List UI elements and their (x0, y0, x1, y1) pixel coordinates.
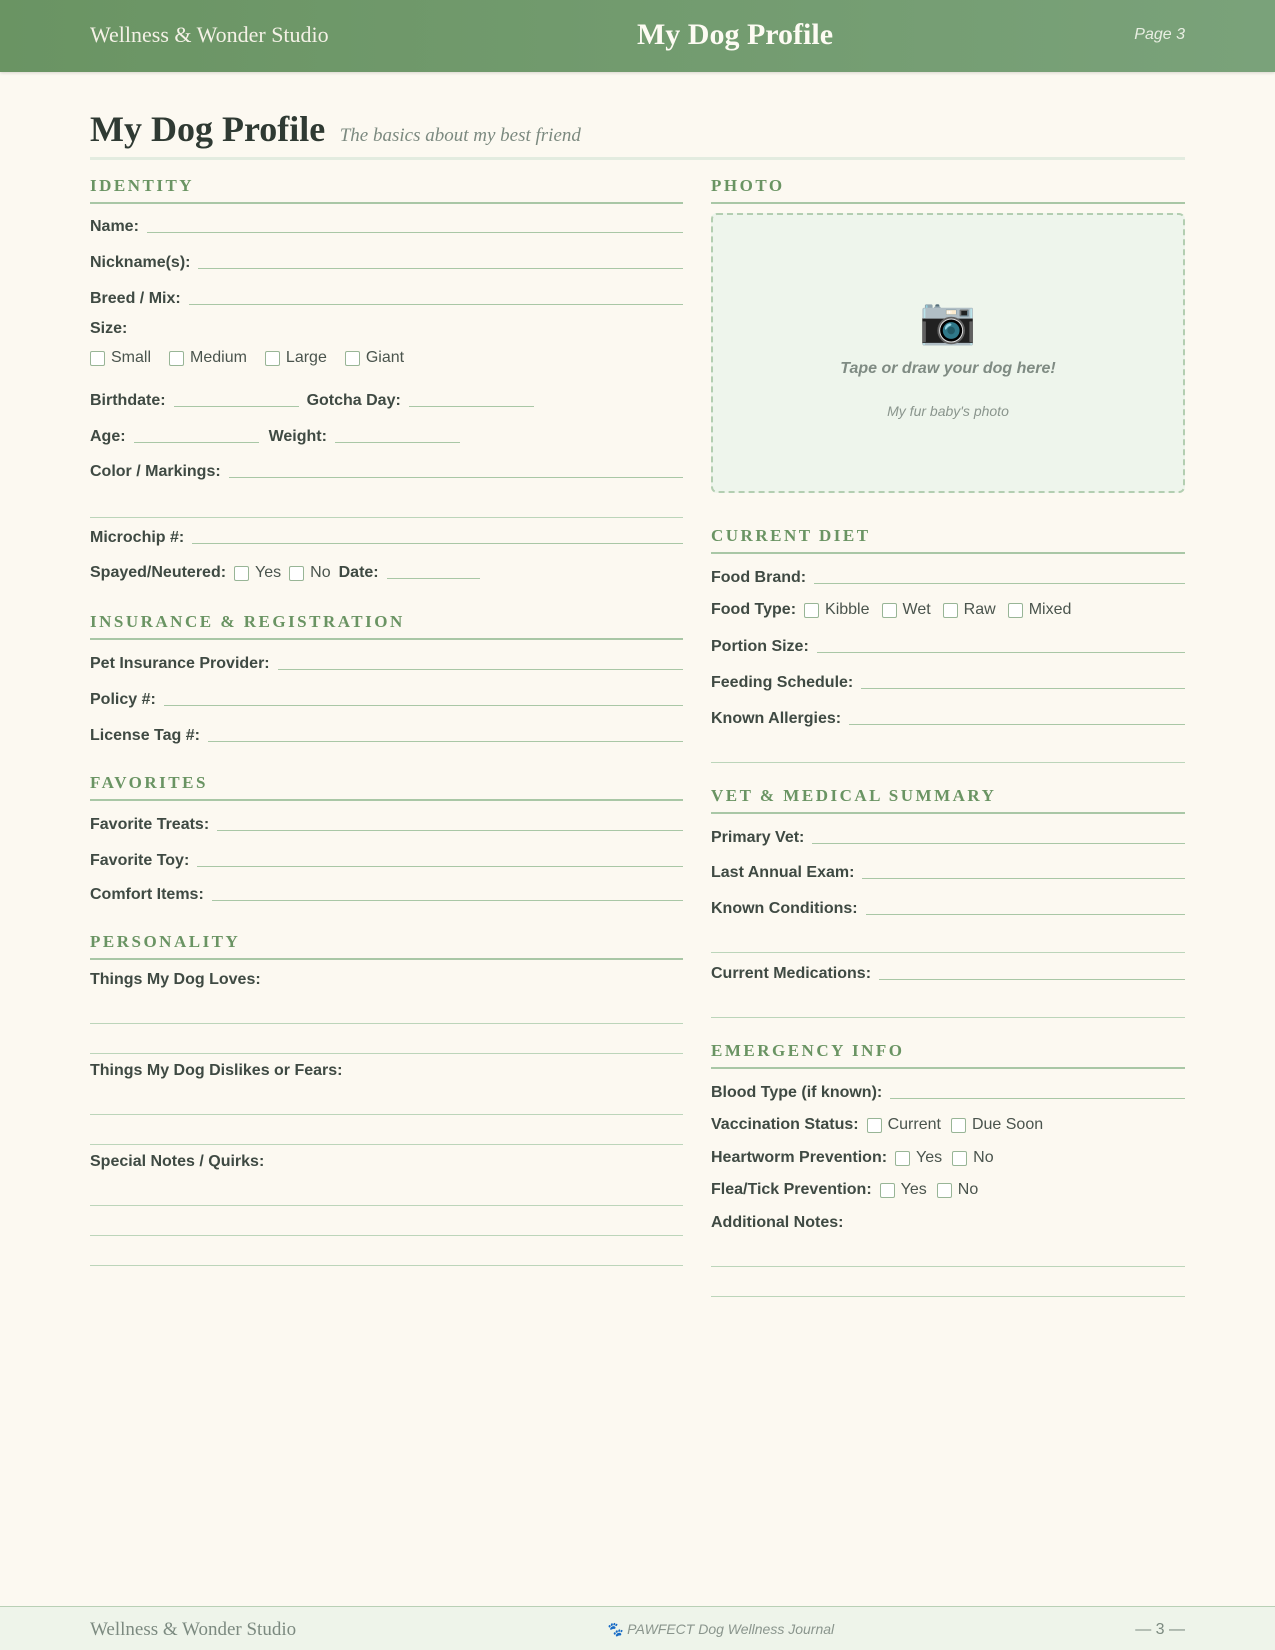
header-page-number: Page 3 (1134, 26, 1185, 43)
comfort-items-label: Comfort Items: (90, 886, 204, 903)
last-exam-field[interactable] (711, 864, 1185, 882)
microchip-field[interactable] (90, 529, 683, 547)
age-label: Age: (90, 428, 126, 445)
checkbox[interactable] (867, 1118, 882, 1133)
birthdate-input[interactable] (174, 406, 299, 407)
known-allergies-field[interactable] (711, 710, 1185, 728)
checkbox[interactable] (289, 566, 304, 581)
favorites-heading: FAVORITES (90, 773, 683, 801)
spayed-row (90, 564, 480, 582)
header-title: My Dog Profile (636, 18, 834, 51)
favorite-treats-field[interactable] (90, 816, 683, 834)
size-options (90, 349, 422, 367)
spayed-label: Spayed/Neutered: (90, 564, 227, 581)
weight-input[interactable] (335, 442, 460, 443)
weight-label: Weight: (268, 428, 327, 445)
spayed-date-label: Date: (338, 564, 379, 581)
header-studio-name: Wellness & Wonder Studio (90, 22, 329, 47)
breed-label: Breed / Mix: (90, 290, 181, 307)
insurance-provider-field[interactable] (90, 655, 683, 673)
age-weight-row (90, 428, 460, 446)
loves-line-1[interactable] (90, 1023, 683, 1024)
checkbox[interactable] (952, 1151, 967, 1166)
dislikes-label-row (90, 1062, 351, 1080)
known-conditions-field[interactable] (711, 900, 1185, 918)
portion-size-field[interactable] (711, 638, 1185, 656)
food-type-kibble[interactable]: Kibble (804, 601, 869, 619)
photo-heading: PHOTO (711, 176, 1185, 204)
camera-icon: 📷 (919, 294, 977, 346)
page-footer (0, 1606, 1275, 1650)
size-option-giant[interactable]: Giant (345, 349, 404, 367)
comfort-items-field[interactable] (90, 886, 683, 904)
food-type-label: Food Type: (711, 601, 797, 618)
blood-type-field[interactable] (711, 1084, 1185, 1102)
footer-journal-name: 🐾 PAWFECT Dog Wellness Journal (605, 1621, 835, 1637)
favorite-toy-label: Favorite Toy: (90, 852, 190, 869)
checkbox[interactable] (265, 351, 280, 366)
checkbox[interactable] (90, 351, 105, 366)
flea-tick-no[interactable]: No (937, 1181, 978, 1199)
loves-label: Things My Dog Loves: (90, 971, 261, 988)
current-medications-label: Current Medications: (711, 965, 872, 982)
vaccination-row (711, 1116, 1061, 1134)
dislikes-label: Things My Dog Dislikes or Fears: (90, 1062, 343, 1079)
color-label: Color / Markings: (90, 463, 221, 480)
notes-line-1[interactable] (90, 1205, 683, 1206)
dislikes-line-1[interactable] (90, 1114, 683, 1115)
insurance-provider-label: Pet Insurance Provider: (90, 655, 270, 672)
size-option-medium[interactable]: Medium (169, 349, 247, 367)
flea-tick-row (711, 1181, 996, 1199)
food-type-wet[interactable]: Wet (882, 601, 931, 619)
notes-line-3[interactable] (90, 1265, 683, 1266)
additional-notes-label: Additional Notes: (711, 1214, 844, 1231)
checkbox[interactable] (882, 603, 897, 618)
nicknames-label: Nickname(s): (90, 254, 191, 271)
personality-heading: PERSONALITY (90, 932, 683, 960)
notes-label-row (90, 1153, 272, 1171)
size-label: Size: (90, 320, 128, 337)
footer-studio-name: Wellness & Wonder Studio (90, 1619, 297, 1640)
gotcha-day-input[interactable] (409, 406, 534, 407)
footer-page-number: — 3 — (1135, 1621, 1185, 1638)
loves-label-row (90, 971, 269, 989)
food-type-raw[interactable]: Raw (943, 601, 996, 619)
vaccination-label: Vaccination Status: (711, 1116, 859, 1133)
vaccination-current[interactable]: Current (867, 1116, 941, 1134)
last-exam-label: Last Annual Exam: (711, 864, 855, 881)
photo-prompt: Tape or draw your dog here! (840, 360, 1056, 377)
favorite-toy-field[interactable] (90, 852, 683, 870)
feeding-schedule-label: Feeding Schedule: (711, 674, 854, 691)
checkbox[interactable] (1008, 603, 1023, 618)
additional-notes-line-1[interactable] (711, 1266, 1185, 1267)
additional-notes-row (711, 1214, 851, 1232)
checkbox[interactable] (169, 351, 184, 366)
dislikes-line-2[interactable] (90, 1144, 683, 1145)
food-type-row (711, 601, 1071, 619)
known-conditions-label: Known Conditions: (711, 900, 858, 917)
heartworm-no[interactable]: No (952, 1149, 993, 1167)
checkbox[interactable] (880, 1183, 895, 1198)
age-input[interactable] (134, 442, 259, 443)
page-header (0, 0, 1275, 72)
heartworm-yes[interactable]: Yes (895, 1149, 942, 1167)
emergency-heading: EMERGENCY INFO (711, 1041, 1185, 1069)
color-extra-line[interactable] (90, 517, 683, 518)
spayed-date-input[interactable] (387, 578, 480, 579)
feeding-schedule-field[interactable] (711, 674, 1185, 692)
spayed-no[interactable]: No (289, 564, 330, 582)
loves-line-2[interactable] (90, 1053, 683, 1054)
primary-vet-label: Primary Vet: (711, 829, 805, 846)
vet-heading: VET & MEDICAL SUMMARY (711, 786, 1185, 814)
photo-caption: My fur baby's photo (887, 403, 1009, 419)
notes-line-2[interactable] (90, 1235, 683, 1236)
conditions-extra-line[interactable] (711, 952, 1185, 953)
food-brand-field[interactable] (711, 569, 1185, 587)
checkbox[interactable] (234, 566, 249, 581)
checkbox[interactable] (937, 1183, 952, 1198)
breed-field[interactable] (90, 290, 683, 308)
diet-heading: CURRENT DIET (711, 526, 1185, 554)
birthdate-gotcha-row (90, 392, 534, 410)
photo-placeholder[interactable] (711, 213, 1185, 493)
portion-size-label: Portion Size: (711, 638, 809, 655)
name-field[interactable] (90, 218, 683, 236)
heartworm-row (711, 1149, 1012, 1167)
flea-tick-label: Flea/Tick Prevention: (711, 1181, 872, 1198)
nicknames-field[interactable] (90, 254, 683, 272)
checkbox[interactable] (804, 603, 819, 618)
notes-label: Special Notes / Quirks: (90, 1153, 265, 1170)
heartworm-label: Heartworm Prevention: (711, 1149, 888, 1166)
name-label: Name: (90, 218, 139, 235)
page-title: My Dog Profile (90, 109, 326, 149)
microchip-label: Microchip #: (90, 529, 185, 546)
spayed-yes[interactable]: Yes (234, 564, 281, 582)
policy-label: Policy #: (90, 691, 156, 708)
food-type-mixed[interactable]: Mixed (1008, 601, 1072, 619)
additional-notes-line-2[interactable] (711, 1296, 1185, 1297)
policy-field[interactable] (90, 691, 683, 709)
blood-type-label: Blood Type (if known): (711, 1084, 883, 1101)
vaccination-due-soon[interactable]: Due Soon (951, 1116, 1043, 1134)
gotcha-day-label: Gotcha Day: (306, 392, 401, 409)
size-option-small[interactable]: Small (90, 349, 151, 367)
page-title-row (90, 108, 1185, 160)
flea-tick-yes[interactable]: Yes (880, 1181, 927, 1199)
favorite-treats-label: Favorite Treats: (90, 816, 210, 833)
size-option-large[interactable]: Large (265, 349, 327, 367)
known-allergies-label: Known Allergies: (711, 710, 842, 727)
food-brand-label: Food Brand: (711, 569, 807, 586)
checkbox[interactable] (345, 351, 360, 366)
identity-heading: IDENTITY (90, 176, 683, 204)
checkbox[interactable] (943, 603, 958, 618)
primary-vet-field[interactable] (711, 829, 1185, 847)
checkbox[interactable] (951, 1118, 966, 1133)
allergies-extra-line[interactable] (711, 762, 1185, 763)
license-label: License Tag #: (90, 727, 200, 744)
page-subtitle: The basics about my best friend (339, 125, 581, 146)
insurance-heading: INSURANCE & REGISTRATION (90, 612, 683, 640)
current-medications-field[interactable] (711, 965, 1185, 983)
birthdate-label: Birthdate: (90, 392, 166, 409)
color-field[interactable] (90, 463, 683, 481)
medications-extra-line[interactable] (711, 1017, 1185, 1018)
checkbox[interactable] (895, 1151, 910, 1166)
license-field[interactable] (90, 727, 683, 745)
size-label-row (90, 320, 135, 338)
